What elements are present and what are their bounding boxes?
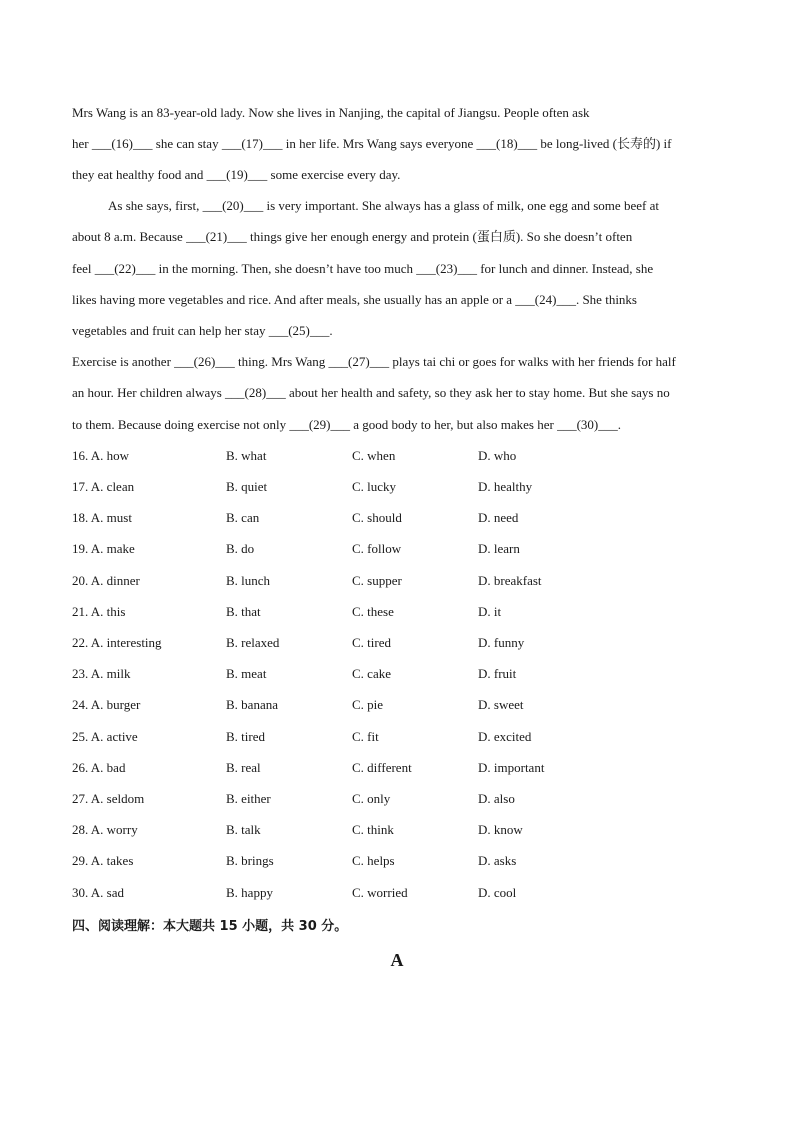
option-b: B. can: [226, 510, 260, 525]
option-c: C. pie: [352, 697, 384, 712]
option-a: 27. A. seldom: [72, 791, 145, 806]
section-heading: 四、阅读理解：本大题共 15 小题，共 30 分。: [72, 919, 348, 934]
option-c: C. worried: [352, 885, 408, 900]
option-c: C. supper: [352, 573, 402, 588]
option-c: C. helps: [352, 853, 395, 868]
option-a: 29. A. takes: [72, 853, 134, 868]
option-d: D. breakfast: [478, 573, 542, 588]
option-d: D. know: [478, 822, 523, 837]
option-a: 25. A. active: [72, 729, 138, 744]
option-c: C. when: [352, 448, 396, 463]
question-row: [72, 696, 732, 714]
passage-line: Exercise is another ___(26)___ thing. Mrs Wang ___(27)___ plays tai chi or goes for walks with her friends for half: [72, 354, 676, 369]
passage-line: Mrs Wang is an 83-year-old lady. Now she lives in Nanjing, the capital of Jiangsu. People often ask: [72, 105, 590, 120]
option-c: C. tired: [352, 635, 391, 650]
option-d: D. it: [478, 604, 502, 619]
option-d: D. need: [478, 510, 519, 525]
question-row: [72, 634, 732, 652]
question-row: [72, 540, 732, 558]
option-b: B. do: [226, 541, 255, 556]
question-row: [72, 728, 732, 746]
option-d: D. fruit: [478, 666, 517, 681]
passage-line: an hour. Her children always ___(28)___ about her health and safety, so they ask her to stay home. But she says no: [72, 385, 670, 400]
option-d: D. who: [478, 448, 517, 463]
option-c: C. fit: [352, 729, 379, 744]
question-row: [72, 821, 732, 839]
question-row: [72, 478, 732, 496]
option-b: B. brings: [226, 853, 274, 868]
option-c: C. cake: [352, 666, 391, 681]
option-a: 28. A. worry: [72, 822, 138, 837]
option-a: 16. A. how: [72, 448, 130, 463]
option-d: D. excited: [478, 729, 532, 744]
option-d: D. also: [478, 791, 515, 806]
passage-line: they eat healthy food and ___(19)___ some exercise every day.: [72, 167, 401, 182]
passage-line: vegetables and fruit can help her stay ___(25)___.: [72, 323, 333, 338]
option-b: B. talk: [226, 822, 261, 837]
passage-line: likes having more vegetables and rice. And after meals, she usually has an apple or a ___(24)___. She thinks: [72, 292, 637, 307]
option-b: B. tired: [226, 729, 265, 744]
option-d: D. cool: [478, 885, 517, 900]
option-b: B. either: [226, 791, 271, 806]
option-a: 22. A. interesting: [72, 635, 162, 650]
question-row: [72, 447, 732, 465]
passage-line: about 8 a.m. Because ___(21)___ things give her enough energy and protein (蛋白质). So she doesn’t often: [72, 229, 633, 244]
passage-line: As she says, first, ___(20)___ is very important. She always has a glass of milk, one egg and some beef at: [108, 198, 659, 213]
option-d: D. learn: [478, 541, 520, 556]
option-b: B. real: [226, 760, 261, 775]
option-a: 20. A. dinner: [72, 573, 140, 588]
option-d: D. sweet: [478, 697, 524, 712]
part-label: A: [390, 950, 404, 970]
option-d: D. asks: [478, 853, 517, 868]
question-row: [72, 572, 732, 590]
passage-line: feel ___(22)___ in the morning. Then, she doesn’t have too much ___(23)___ for lunch and dinner. Instead, she: [72, 261, 654, 276]
passage-line: to them. Because doing exercise not only ___(29)___ a good body to her, but also makes her ___(30)___.: [72, 417, 621, 432]
question-row: [72, 603, 732, 621]
question-row: [72, 884, 732, 902]
option-a: 18. A. must: [72, 510, 132, 525]
option-c: C. follow: [352, 541, 402, 556]
passage-line: her ___(16)___ she can stay ___(17)___ in her life. Mrs Wang says everyone ___(18)___ be long-lived (长寿的) if: [72, 136, 672, 151]
option-a: 21. A. this: [72, 604, 126, 619]
option-c: C. these: [352, 604, 394, 619]
option-c: C. think: [352, 822, 394, 837]
option-c: C. should: [352, 510, 402, 525]
option-b: B. that: [226, 604, 261, 619]
option-d: D. healthy: [478, 479, 533, 494]
option-a: 19. A. make: [72, 541, 135, 556]
option-c: C. lucky: [352, 479, 397, 494]
option-a: 17. A. clean: [72, 479, 135, 494]
question-row: [72, 790, 732, 808]
question-row: [72, 759, 732, 777]
option-b: B. quiet: [226, 479, 268, 494]
option-b: B. banana: [226, 697, 278, 712]
option-a: 24. A. burger: [72, 697, 141, 712]
option-a: 26. A. bad: [72, 760, 126, 775]
option-b: B. lunch: [226, 573, 271, 588]
question-row: [72, 665, 732, 683]
option-b: B. happy: [226, 885, 273, 900]
question-row: [72, 509, 732, 527]
option-d: D. important: [478, 760, 545, 775]
option-a: 30. A. sad: [72, 885, 124, 900]
option-a: 23. A. milk: [72, 666, 131, 681]
option-b: B. what: [226, 448, 267, 463]
option-c: C. different: [352, 760, 412, 775]
option-d: D. funny: [478, 635, 525, 650]
question-row: [72, 852, 732, 870]
option-c: C. only: [352, 791, 391, 806]
option-b: B. relaxed: [226, 635, 280, 650]
option-b: B. meat: [226, 666, 267, 681]
